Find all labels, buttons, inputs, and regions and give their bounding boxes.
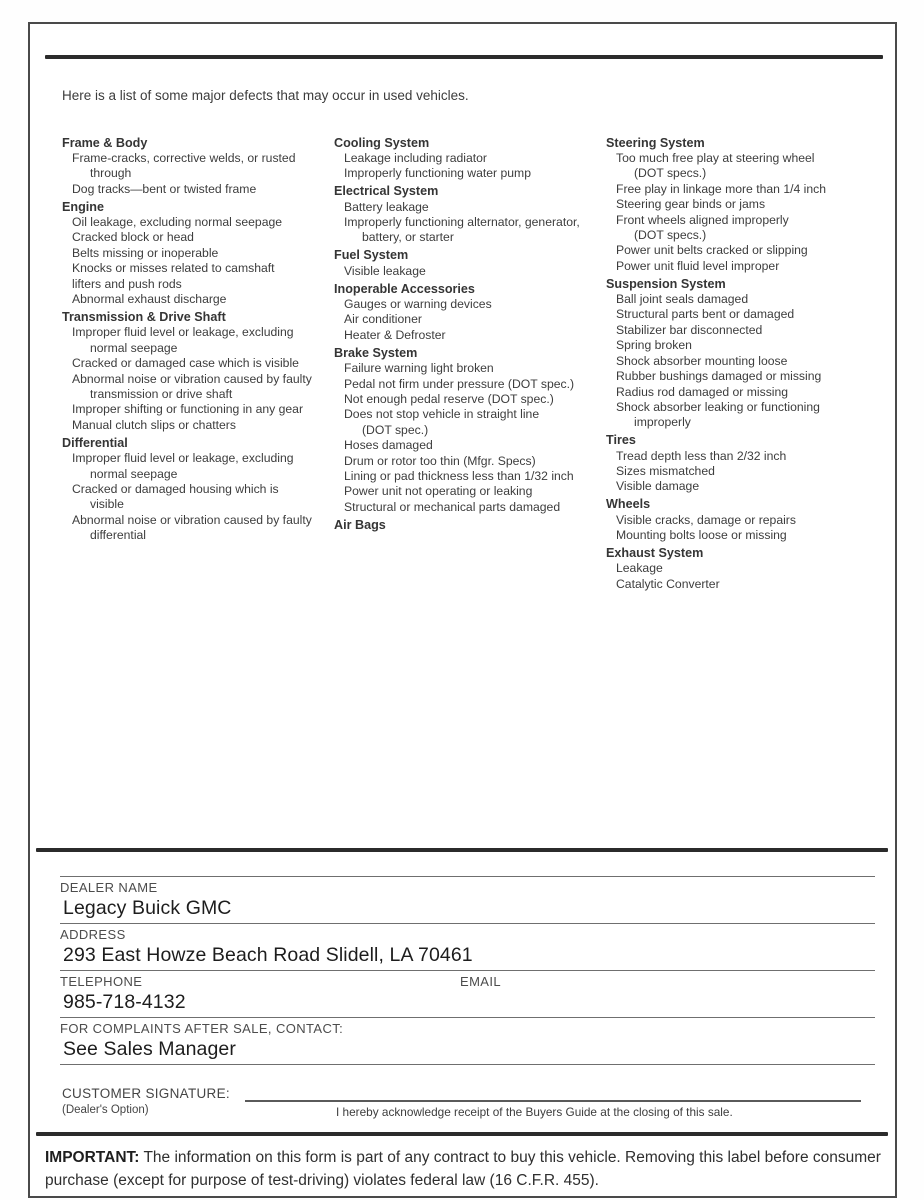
defect-line: Visible damage bbox=[616, 479, 700, 494]
important-label: IMPORTANT: bbox=[45, 1149, 140, 1166]
defect-line: through bbox=[90, 166, 132, 181]
defect-line: battery, or starter bbox=[362, 230, 454, 245]
defect-category-title: Inoperable Accessories bbox=[334, 281, 475, 296]
defect-line: Shock absorber leaking or functioning bbox=[616, 399, 820, 414]
defect-line: Improper fluid level or leakage, excluding bbox=[72, 451, 294, 466]
important-text: The information on this form is part of any contract to buy this vehicle. Removing this label before consumer purchase (except for purpose of test-driving) violates federal law (16 C.F.R. 455). bbox=[45, 1149, 881, 1189]
dealers-option-label: (Dealer's Option) bbox=[62, 1104, 149, 1116]
defect-line: Hoses damaged bbox=[344, 438, 433, 453]
defects-column-1 bbox=[62, 133, 334, 544]
defect-category-title: Electrical System bbox=[334, 184, 439, 199]
address-field bbox=[60, 923, 875, 970]
defect-line: Pedal not firm under pressure (DOT spec.) bbox=[344, 376, 575, 391]
defect-line: Stabilizer bar disconnected bbox=[616, 322, 763, 337]
email-value bbox=[460, 990, 875, 1015]
defect-line: Sizes mismatched bbox=[616, 464, 715, 479]
defect-line: Drum or rotor too thin (Mfgr. Specs) bbox=[344, 453, 536, 468]
defect-category-title: Engine bbox=[62, 199, 104, 214]
defect-line: Battery leakage bbox=[344, 199, 429, 214]
defect-line: Visible cracks, damage or repairs bbox=[616, 512, 796, 527]
defect-line: Power unit belts cracked or slipping bbox=[616, 243, 808, 258]
defect-line: normal seepage bbox=[90, 466, 178, 481]
defect-category-title: Differential bbox=[62, 435, 128, 450]
defect-line: (DOT specs.) bbox=[634, 227, 707, 242]
defect-line: Failure warning light broken bbox=[344, 361, 494, 376]
telephone-email-row bbox=[60, 970, 875, 1017]
dealer-name-field bbox=[60, 876, 875, 923]
defect-line: Catalytic Converter bbox=[616, 576, 720, 591]
defect-line: Power unit not operating or leaking bbox=[344, 484, 533, 499]
telephone-label: TELEPHONE bbox=[60, 974, 143, 989]
dealer-section-divider bbox=[36, 848, 888, 852]
defect-category-title: Air Bags bbox=[334, 517, 386, 532]
email-field bbox=[460, 974, 875, 1015]
defect-line: Abnormal exhaust discharge bbox=[72, 292, 227, 307]
defect-line: Mounting bolts loose or missing bbox=[616, 528, 787, 543]
defect-line: Cracked block or head bbox=[72, 230, 194, 245]
defect-category-title: Frame & Body bbox=[62, 135, 148, 150]
defect-category-title: Suspension System bbox=[606, 276, 726, 291]
defect-line: transmission or drive shaft bbox=[90, 387, 233, 401]
defect-line: Steering gear binds or jams bbox=[616, 197, 766, 212]
defect-line: differential bbox=[90, 528, 147, 543]
defect-line: Spring broken bbox=[616, 338, 692, 353]
customer-signature-label: CUSTOMER SIGNATURE: bbox=[62, 1086, 230, 1101]
defect-line: Manual clutch slips or chatters bbox=[72, 417, 236, 432]
defect-line: visible bbox=[90, 497, 124, 512]
dealer-name-label: DEALER NAME bbox=[60, 880, 158, 895]
defect-line: Structural or mechanical parts damaged bbox=[344, 499, 561, 514]
important-notice bbox=[45, 1146, 888, 1192]
dealer-name-value: Legacy Buick GMC bbox=[63, 897, 232, 919]
defect-line: Radius rod damaged or missing bbox=[616, 384, 789, 399]
defect-line: Improper fluid level or leakage, excluding bbox=[72, 325, 294, 340]
customer-signature-line bbox=[245, 1100, 861, 1102]
defect-category-title: Tires bbox=[606, 433, 636, 448]
defect-line: Power unit fluid level improper bbox=[616, 258, 780, 273]
defect-line: Gauges or warning devices bbox=[344, 297, 492, 312]
defect-line: (DOT specs.) bbox=[634, 166, 707, 181]
defect-line: Ball joint seals damaged bbox=[616, 292, 749, 307]
defect-line: Cracked or damaged case which is visible bbox=[72, 356, 299, 371]
defect-line: Rubber bushings damaged or missing bbox=[616, 369, 822, 384]
email-label: EMAIL bbox=[460, 974, 502, 989]
telephone-value: 985-718-4132 bbox=[63, 991, 186, 1013]
defect-line: Leakage including radiator bbox=[344, 150, 487, 165]
defect-line: Leakage bbox=[616, 561, 663, 576]
defects-column-2 bbox=[334, 133, 606, 533]
complaints-value: See Sales Manager bbox=[63, 1038, 236, 1060]
defect-line: Abnormal noise or vibration caused by faulty bbox=[72, 512, 312, 527]
defect-line: Dog tracks—bent or twisted frame bbox=[72, 181, 257, 196]
defect-category-title: Cooling System bbox=[334, 135, 430, 150]
footer-divider bbox=[36, 1132, 888, 1136]
address-value: 293 East Howze Beach Road Slidell, LA 70461 bbox=[63, 944, 473, 966]
defect-line: Oil leakage, excluding normal seepage bbox=[72, 215, 283, 230]
acknowledgement-text: I hereby acknowledge receipt of the Buyers Guide at the closing of this sale. bbox=[336, 1105, 733, 1119]
defect-line: Tread depth less than 2/32 inch bbox=[616, 448, 787, 463]
complaints-field bbox=[60, 1017, 875, 1065]
intro-text: Here is a list of some major defects that may occur in used vehicles. bbox=[62, 88, 469, 103]
defect-category-title: Exhaust System bbox=[606, 546, 704, 561]
dealer-info-section bbox=[60, 876, 875, 1065]
defect-line: lifters and push rods bbox=[72, 276, 182, 291]
defect-line: Shock absorber mounting loose bbox=[616, 353, 788, 368]
defect-line: normal seepage bbox=[90, 340, 178, 355]
defect-line: Abnormal noise or vibration caused by faulty bbox=[72, 371, 312, 386]
defects-column-3 bbox=[606, 133, 898, 592]
defect-category-title: Brake System bbox=[334, 345, 418, 360]
defect-category-title: Steering System bbox=[606, 135, 705, 150]
defect-line: Air conditioner bbox=[344, 312, 422, 327]
defect-category-title: Transmission & Drive Shaft bbox=[62, 309, 226, 324]
telephone-field bbox=[60, 974, 460, 1015]
defect-line: Lining or pad thickness less than 1/32 inch bbox=[344, 469, 574, 484]
defect-line: Too much free play at steering wheel bbox=[616, 150, 815, 165]
defect-line: improperly bbox=[634, 415, 691, 430]
complaints-label: FOR COMPLAINTS AFTER SALE, CONTACT: bbox=[60, 1021, 344, 1036]
defect-line: Structural parts bent or damaged bbox=[616, 307, 795, 322]
defect-line: Cracked or damaged housing which is bbox=[72, 481, 279, 496]
defect-line: Front wheels aligned improperly bbox=[616, 212, 789, 227]
defect-line: Frame-cracks, corrective welds, or rusted bbox=[72, 150, 296, 165]
defect-line: Visible leakage bbox=[344, 263, 426, 278]
defect-line: Does not stop vehicle in straight line bbox=[344, 407, 540, 422]
defect-line: Free play in linkage more than 1/4 inch bbox=[616, 181, 827, 196]
defect-category-title: Fuel System bbox=[334, 248, 409, 263]
defect-line: Knocks or misses related to camshaft bbox=[72, 261, 275, 276]
defect-line: (DOT spec.) bbox=[362, 422, 429, 437]
defect-line: Heater & Defroster bbox=[344, 327, 446, 342]
defect-line: Belts missing or inoperable bbox=[72, 245, 219, 260]
address-label: ADDRESS bbox=[60, 927, 126, 942]
defect-line: Improperly functioning water pump bbox=[344, 166, 531, 181]
defect-line: Improperly functioning alternator, generator, bbox=[344, 215, 580, 230]
defect-line: Not enough pedal reserve (DOT spec.) bbox=[344, 392, 554, 406]
top-divider bbox=[45, 55, 883, 59]
defect-category-title: Wheels bbox=[606, 497, 651, 512]
defect-line: Improper shifting or functioning in any gear bbox=[72, 402, 304, 417]
